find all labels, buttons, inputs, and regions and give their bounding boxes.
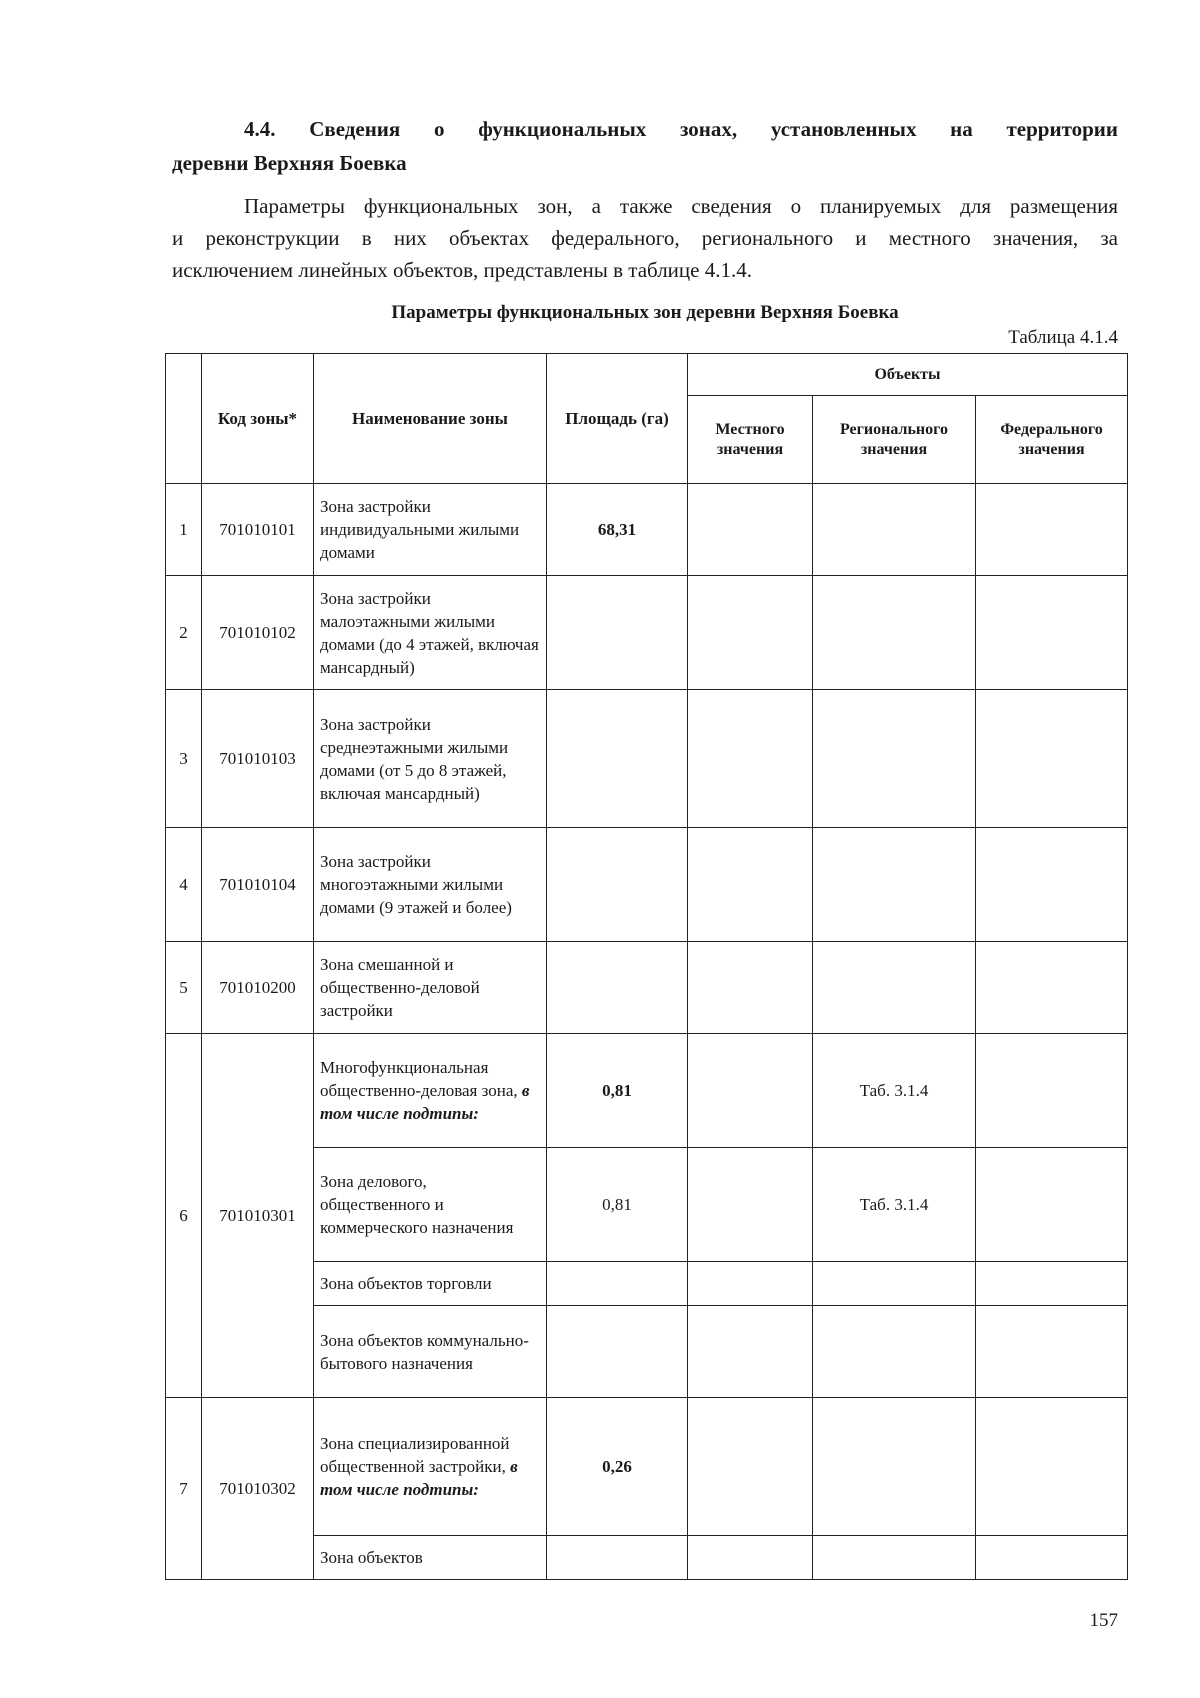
row-area	[547, 1306, 688, 1398]
row-regional	[813, 828, 976, 942]
row-name-suffix: в том числе подтипы:	[320, 1457, 518, 1499]
row-local	[688, 576, 813, 690]
header-area: Площадь (га)	[547, 354, 688, 484]
row-name: Зона застройки индивидуальными жилыми домами	[314, 484, 547, 576]
row-local	[688, 1034, 813, 1148]
row-federal	[976, 1398, 1128, 1536]
row-code: 701010102	[202, 576, 314, 690]
table-row	[166, 576, 1128, 690]
row-local	[688, 484, 813, 576]
row-regional	[813, 484, 976, 576]
row-name	[314, 1398, 547, 1536]
row-area	[547, 690, 688, 828]
row-area	[547, 1536, 688, 1580]
header-name: Наименование зоны	[314, 354, 547, 484]
row-name: Зона объектов	[314, 1536, 547, 1580]
header-federal: Федерального значения	[976, 396, 1128, 484]
row-area: 0,81	[547, 1148, 688, 1262]
row-name: Зона застройки многоэтажными жилыми домами (9 этажей и более)	[314, 828, 547, 942]
row-code: 701010103	[202, 690, 314, 828]
paragraph-line-3: исключением линейных объектов, представлены в таблице 4.1.4.	[172, 258, 752, 282]
row-index: 6	[166, 1034, 202, 1398]
row-regional	[813, 942, 976, 1034]
header-index	[166, 354, 202, 484]
row-name: Зона смешанной и общественно-деловой застройки	[314, 942, 547, 1034]
row-local	[688, 1148, 813, 1262]
row-federal	[976, 828, 1128, 942]
row-federal	[976, 1262, 1128, 1306]
table-row	[166, 690, 1128, 828]
row-local	[688, 690, 813, 828]
row-area	[547, 942, 688, 1034]
row-area: 0,26	[547, 1398, 688, 1536]
heading-line-1: 4.4. Сведения о функциональных зонах, установленных на территории	[244, 117, 1118, 141]
row-federal	[976, 942, 1128, 1034]
row-federal	[976, 690, 1128, 828]
intro-paragraph	[172, 190, 1118, 286]
header-objects: Объекты	[688, 354, 1128, 396]
paragraph-line-2: и реконструкции в них объектах федерального, регионального и местного значения, за	[172, 226, 1118, 250]
row-area	[547, 828, 688, 942]
section-heading	[172, 112, 1118, 180]
row-federal	[976, 484, 1128, 576]
row-area	[547, 1262, 688, 1306]
row-index: 5	[166, 942, 202, 1034]
row-name: Зона объектов торговли	[314, 1262, 547, 1306]
row-name: Зона застройки малоэтажными жилыми домами (до 4 этажей, включая мансардный)	[314, 576, 547, 690]
row-name: Зона застройки среднеэтажными жилыми домами (от 5 до 8 этажей, включая мансардный)	[314, 690, 547, 828]
row-area: 0,81	[547, 1034, 688, 1148]
row-local	[688, 1398, 813, 1536]
row-regional	[813, 690, 976, 828]
row-index: 7	[166, 1398, 202, 1580]
heading-line-2: деревни Верхняя Боевка	[172, 151, 407, 175]
row-name-main: Многофункциональная общественно-деловая зона,	[320, 1058, 518, 1100]
row-local	[688, 1306, 813, 1398]
row-regional	[813, 1306, 976, 1398]
row-regional	[813, 1536, 976, 1580]
row-code: 701010302	[202, 1398, 314, 1580]
row-name-suffix: в том числе подтипы:	[320, 1081, 530, 1123]
row-code: 701010101	[202, 484, 314, 576]
row-index: 3	[166, 690, 202, 828]
page-number: 157	[1089, 1610, 1118, 1631]
row-regional	[813, 576, 976, 690]
row-index: 2	[166, 576, 202, 690]
row-regional: Таб. 3.1.4	[813, 1034, 976, 1148]
header-code: Код зоны*	[202, 354, 314, 484]
row-federal	[976, 576, 1128, 690]
row-area	[547, 576, 688, 690]
row-code: 701010200	[202, 942, 314, 1034]
row-index: 1	[166, 484, 202, 576]
row-local	[688, 1536, 813, 1580]
table-title: Параметры функциональных зон деревни Верхняя Боевка	[391, 302, 899, 323]
header-regional: Регионального значения	[813, 396, 976, 484]
row-local	[688, 1262, 813, 1306]
row-area: 68,31	[547, 484, 688, 576]
row-federal	[976, 1148, 1128, 1262]
table-row	[166, 828, 1128, 942]
row-name: Зона объектов коммунально-бытового назначения	[314, 1306, 547, 1398]
row-name-main: Зона специализированной общественной застройки,	[320, 1434, 510, 1476]
row-name: Зона делового, общественного и коммерческого назначения	[314, 1148, 547, 1262]
row-index: 4	[166, 828, 202, 942]
table-row	[166, 1398, 1128, 1536]
table-number: Таблица 4.1.4	[1008, 327, 1118, 348]
paragraph-line-1: Параметры функциональных зон, а также сведения о планируемых для размещения	[244, 194, 1118, 218]
row-local	[688, 828, 813, 942]
row-regional: Таб. 3.1.4	[813, 1148, 976, 1262]
row-regional	[813, 1262, 976, 1306]
row-federal	[976, 1306, 1128, 1398]
row-regional	[813, 1398, 976, 1536]
table-row	[166, 942, 1128, 1034]
row-name	[314, 1034, 547, 1148]
zones-table	[165, 353, 1128, 1580]
row-federal	[976, 1536, 1128, 1580]
table-row	[166, 1034, 1128, 1148]
row-code: 701010301	[202, 1034, 314, 1398]
row-local	[688, 942, 813, 1034]
row-federal	[976, 1034, 1128, 1148]
table-row	[166, 484, 1128, 576]
header-local: Местного значения	[688, 396, 813, 484]
row-code: 701010104	[202, 828, 314, 942]
